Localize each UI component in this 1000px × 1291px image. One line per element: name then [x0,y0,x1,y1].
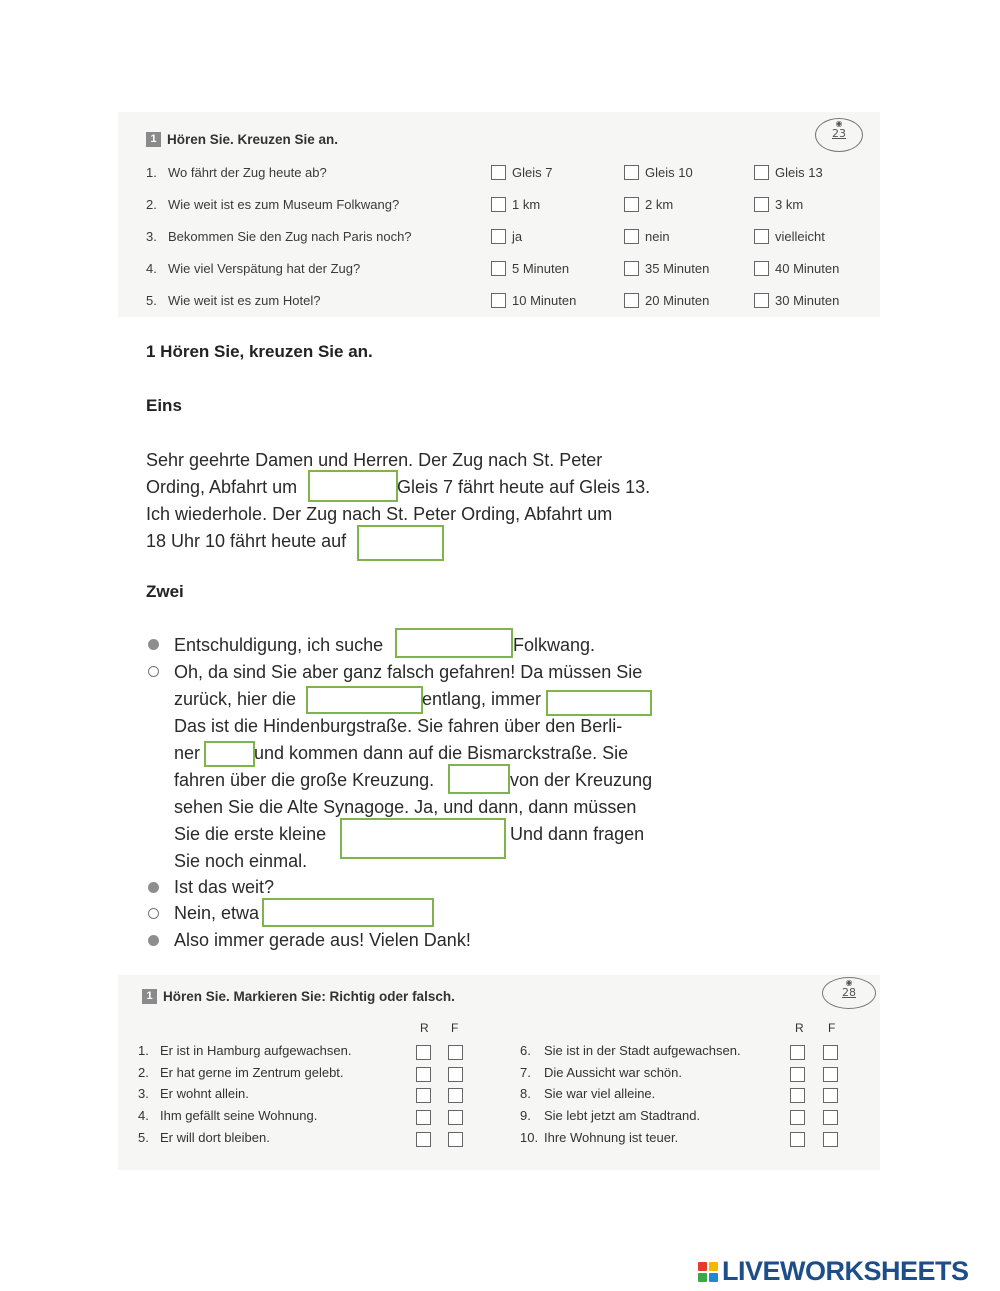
answer-gap-7[interactable] [448,764,510,794]
statement-row: 2. Er hat gerne im Zentrum gelebt. [138,1065,478,1083]
checkbox[interactable] [754,293,769,308]
statement-row: 10. Ihre Wohnung ist teuer. [520,1130,860,1148]
checkbox[interactable] [491,261,506,276]
answer-gap-6[interactable] [204,741,255,767]
answer-gap-5[interactable] [546,690,652,716]
option[interactable]: vielleicht [754,229,825,244]
option[interactable]: 20 Minuten [624,293,709,308]
speaker-b-bullet [148,908,159,919]
falsch-checkbox[interactable] [823,1110,838,1125]
richtig-checkbox[interactable] [416,1045,431,1060]
audio-track-icon: ◉ 23 [815,118,863,152]
option[interactable]: 1 km [491,197,540,212]
text-line: Folkwang. [513,635,596,655]
statement-text: Er will dort bleiben. [160,1130,270,1145]
statement-text: Ihm gefällt seine Wohnung. [160,1108,318,1123]
statement-text: Sie war viel alleine. [544,1086,656,1101]
statement-row: 7. Die Aussicht war schön. [520,1065,860,1083]
text-line: zurück, hier die [174,689,297,709]
logo-square-blue [709,1273,718,1282]
option[interactable]: 40 Minuten [754,261,839,276]
checkbox[interactable] [624,197,639,212]
question-text: Wie weit ist es zum Museum Folkwang? [168,197,400,212]
text-line: sehen Sie die Alte Synagoge. Ja, und dann, dann müssen [174,797,637,817]
falsch-checkbox[interactable] [448,1110,463,1125]
question-row: 4. Wie viel Verspätung hat der Zug? 5 Minuten 35 Minuten 40 Minuten [146,261,840,276]
column-f-label: F [451,1021,459,1035]
question-row: 1. Wo fährt der Zug heute ab? Gleis 7 Gleis 10 Gleis 13 [146,165,823,180]
statement-row: 1. Er ist in Hamburg aufgewachsen. [138,1043,478,1061]
logo-square-yellow [709,1262,718,1271]
text-line: von der Kreuzung [510,770,653,790]
checkbox[interactable] [754,261,769,276]
richtig-checkbox[interactable] [416,1132,431,1147]
track-number: 23 [832,127,846,140]
text-line: Ich wiederhole. Der Zug nach St. Peter Ording, Abfahrt um [146,504,613,524]
text-line: Sehr geehrte Damen und Herren. Der Zug nach St. Peter [146,450,603,470]
option[interactable]: Gleis 7 [491,165,552,180]
richtig-checkbox[interactable] [790,1045,805,1060]
option[interactable]: 2 km [624,197,673,212]
richtig-checkbox[interactable] [416,1067,431,1082]
statement-text: Sie lebt jetzt am Stadtrand. [544,1108,701,1123]
question-text: Wie viel Verspätung hat der Zug? [168,261,361,276]
heading-zwei: Zwei [146,582,184,601]
question-row: 3. Bekommen Sie den Zug nach Paris noch? ja nein vielleicht [146,229,825,244]
checkbox[interactable] [491,229,506,244]
statement-row: 4. Ihm gefällt seine Wohnung. [138,1108,478,1126]
falsch-checkbox[interactable] [823,1045,838,1060]
text-line: 18 Uhr 10 fährt heute auf [146,531,347,551]
exercise-2-title: Hören Sie. Markieren Sie: Richtig oder falsch. [163,989,455,1004]
exercise-1-panel [118,112,880,317]
speaker-a-bullet [148,882,159,893]
heading-eins: Eins [146,396,182,415]
falsch-checkbox[interactable] [448,1045,463,1060]
option[interactable]: 10 Minuten [491,293,576,308]
exercise-number-badge: 1 [142,989,157,1004]
option[interactable]: Gleis 13 [754,165,823,180]
statement-row: 3. Er wohnt allein. [138,1086,478,1104]
logo-icon [698,1262,718,1282]
question-row: 2. Wie weit ist es zum Museum Folkwang? 1 km 2 km 3 km [146,197,804,212]
checkbox[interactable] [624,165,639,180]
option[interactable]: 3 km [754,197,803,212]
statement-text: Die Aussicht war schön. [544,1065,683,1080]
falsch-checkbox[interactable] [448,1132,463,1147]
question-text: Bekommen Sie den Zug nach Paris noch? [168,229,412,244]
falsch-checkbox[interactable] [448,1088,463,1103]
speaker-a-bullet [148,935,159,946]
speaker-a-bullet [148,639,159,650]
checkbox[interactable] [491,165,506,180]
question-text: Wie weit ist es zum Hotel? [168,293,321,308]
text-line: Das ist die Hindenburgstraße. Sie fahren über den Berli- [174,716,623,736]
falsch-checkbox[interactable] [823,1088,838,1103]
logo-square-green [698,1273,707,1282]
liveworksheets-logo [698,1256,969,1287]
option[interactable]: nein [624,229,670,244]
answer-gap-8[interactable] [340,818,506,859]
checkbox[interactable] [624,261,639,276]
text-line: Also immer gerade aus! Vielen Dank! [174,930,471,950]
richtig-checkbox[interactable] [790,1088,805,1103]
column-f-label: F [828,1021,836,1035]
question-text: Wo fährt der Zug heute ab? [168,165,327,180]
speaker-b-bullet [148,666,159,677]
falsch-checkbox[interactable] [448,1067,463,1082]
statement-row: 8. Sie war viel alleine. [520,1086,860,1104]
checkbox[interactable] [491,293,506,308]
exercise-2-heading [142,989,455,1004]
exercise-1-title: Hören Sie. Kreuzen Sie an. [167,132,339,147]
statement-row: 5. Er will dort bleiben. [138,1130,478,1148]
text-line: Sie die erste kleine [174,824,327,844]
text-line: Und dann fragen [510,824,645,844]
checkbox[interactable] [491,197,506,212]
statement-text: Sie ist in der Stadt aufgewachsen. [544,1043,741,1058]
answer-gap-1[interactable] [308,470,398,502]
logo-square-red [698,1262,707,1271]
answer-gap-4[interactable] [306,686,423,714]
checkbox[interactable] [624,229,639,244]
statement-text: Ihre Wohnung ist teuer. [544,1130,679,1145]
statement-text: Er wohnt allein. [160,1086,249,1101]
text-line: Entschuldigung, ich suche [174,635,384,655]
statement-text: Er ist in Hamburg aufgewachsen. [160,1043,352,1058]
statement-text: Er hat gerne im Zentrum gelebt. [160,1065,344,1080]
text-line: Sie noch einmal. [174,851,308,871]
option[interactable]: Gleis 10 [624,165,693,180]
text-line: Oh, da sind Sie aber ganz falsch gefahren! Da müssen Sie [174,662,643,682]
audio-track-icon: ◉ 28 [822,977,876,1009]
richtig-checkbox[interactable] [790,1132,805,1147]
richtig-checkbox[interactable] [416,1110,431,1125]
question-row: 5. Wie weit ist es zum Hotel? 10 Minuten 20 Minuten 30 Minuten [146,293,840,308]
text-line: und kommen dann auf die Bismarckstraße. Sie [254,743,629,763]
section-title: 1 Hören Sie, kreuzen Sie an. [146,342,373,361]
column-r-label: R [420,1021,429,1035]
track-number: 28 [842,986,856,999]
falsch-checkbox[interactable] [823,1067,838,1082]
option[interactable]: 35 Minuten [624,261,709,276]
option[interactable]: 30 Minuten [754,293,839,308]
exercise-number-badge: 1 [146,132,161,147]
exercise-2-panel [118,975,880,1170]
checkbox[interactable] [624,293,639,308]
text-line: Ist das weit? [174,877,275,897]
checkbox[interactable] [754,165,769,180]
richtig-checkbox[interactable] [790,1110,805,1125]
falsch-checkbox[interactable] [823,1132,838,1147]
statement-row: 6. Sie ist in der Stadt aufgewachsen. [520,1043,860,1061]
text-line: ner [174,743,201,763]
text-line: fahren über die große Kreuzung. [174,770,435,790]
text-line: Gleis 7 fährt heute auf Gleis 13. [397,477,651,497]
text-line: Ording, Abfahrt um [146,477,298,497]
text-line: Nein, etwa [174,903,260,923]
answer-gap-3[interactable] [395,628,513,658]
checkbox[interactable] [754,197,769,212]
option[interactable]: ja [491,229,522,244]
exercise-1-heading [146,132,338,147]
richtig-checkbox[interactable] [416,1088,431,1103]
answer-gap-2[interactable] [357,525,444,561]
option[interactable]: 5 Minuten [491,261,569,276]
text-line: entlang, immer [422,689,542,709]
statement-row: 9. Sie lebt jetzt am Stadtrand. [520,1108,860,1126]
logo-text: LIVEWORKSHEETS [722,1256,969,1286]
answer-gap-9[interactable] [262,898,434,927]
column-r-label: R [795,1021,804,1035]
checkbox[interactable] [754,229,769,244]
richtig-checkbox[interactable] [790,1067,805,1082]
